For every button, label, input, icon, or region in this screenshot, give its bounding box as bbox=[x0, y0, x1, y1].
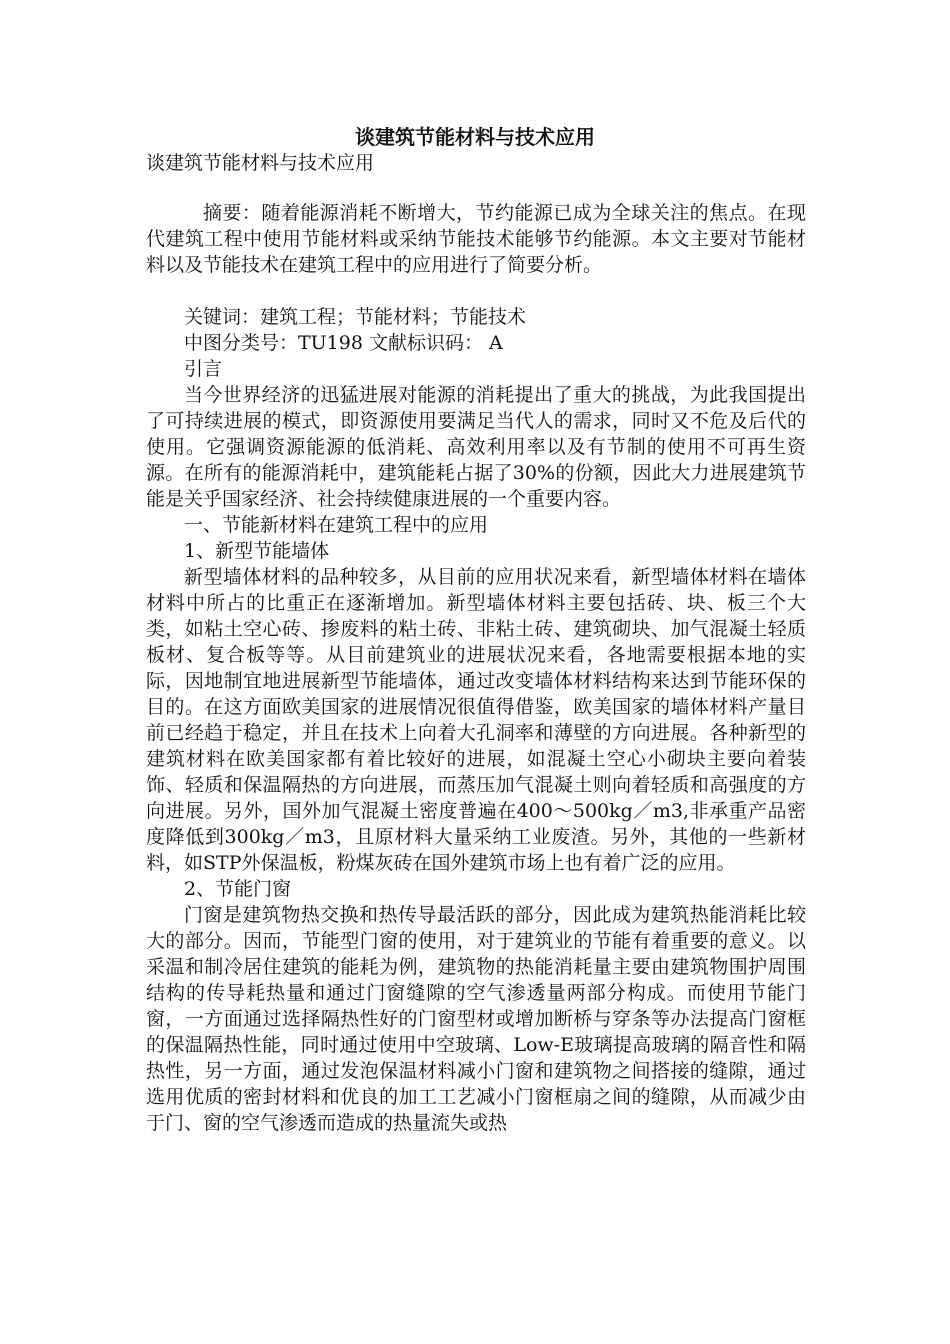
document-title: 谈建筑节能材料与技术应用 bbox=[355, 125, 595, 149]
document-body bbox=[146, 200, 806, 1136]
subsection-heading-walls: 1、新型节能墙体 bbox=[184, 540, 330, 562]
walls-paragraph: 新型墙体材料的品种较多，从目前的应用状况来看，新型墙体材料在墙体材料中所占的比重正在逐渐增加。新型墙体材料主要包括砖、块、板三个大类，如粘土空心砖、掺废料的粘土砖、非粘土砖、建筑砌块、加气混凝土轻质板材、复合板等等。从目前建筑业的进展状况来看，各地需要根据本地的实际，因地制宜地进展新型节能墙体，通过改变墙体材料结构来达到节能环保的目的。在这方面欧美国家的进展情况很值得借鉴，欧美国家的墙体材料产量目前已经趋于稳定，并且在技术上向着大孔洞率和薄壁的方向进展。各种新型的建筑材料在欧美国家都有着比较好的进展，如混凝土空心小砌块主要向着装饰、轻质和保温隔热的方向进展，而蒸压加气混凝土则向着轻质和高强度的方向进展。另外，国外加气混凝土密度普遍在400～500kg／m3,非承重产品密度降低到300kg／m3，且原材料大量采纳工业废渣。另外，其他的一些新材料，如STP外保温板，粉煤灰砖在国外建筑市场上也有着广泛的应用。 bbox=[146, 566, 806, 874]
blank-line bbox=[146, 278, 806, 304]
intro-heading: 引言 bbox=[184, 358, 223, 380]
section-heading-new-materials: 一、节能新材料在建筑工程中的应用 bbox=[184, 514, 489, 536]
intro-paragraph: 当今世界经济的迅猛进展对能源的消耗提出了重大的挑战，为此我国提出了可持续进展的模式，即资源使用要满足当代人的需求，同时又不危及后代的使用。它强调资源能源的低消耗、高效利用率以及有节制的使用不可再生资源。在所有的能源消耗中，建筑能耗占据了30%的份额，因此大力进展建筑节能是关乎国家经济、社会持续健康进展的一个重要内容。 bbox=[146, 384, 806, 510]
subsection-heading-windows: 2、节能门窗 bbox=[184, 878, 292, 900]
windows-paragraph: 门窗是建筑物热交换和热传导最活跃的部分，因此成为建筑热能消耗比较大的部分。因而，节能型门窗的使用，对于建筑业的节能有着重要的意义。以采温和制冷居住建筑的能耗为例，建筑物的热能消耗量主要由建筑物围护周围结构的传导耗热量和通过门窗缝隙的空气渗透量两部分构成。而使用节能门窗，一方面通过选择隔热性好的门窗型材或增加断桥与穿条等办法提高门窗框的保温隔热性能，同时通过使用中空玻璃、Low-E玻璃提高玻璃的隔音性和隔热性，另一方面，通过发泡保温材料减小门窗和建筑物之间搭接的缝隙，通过选用优质的密封材料和优良的加工工艺减小门窗框扇之间的缝隙，从而减少由于门、窗的空气渗透而造成的热量流失或热 bbox=[146, 904, 806, 1134]
document-subtitle: 谈建筑节能材料与技术应用 bbox=[146, 152, 375, 174]
classification-line: 中图分类号：TU198 文献标识码： A bbox=[184, 332, 503, 354]
abstract-paragraph: 摘要：随着能源消耗不断增大，节约能源已成为全球关注的焦点。在现代建筑工程中使用节能材料或采纳节能技术能够节约能源。本文主要对节能材料以及节能技术在建筑工程中的应用进行了简要分析。 bbox=[146, 202, 806, 276]
keywords-line: 关键词：建筑工程；节能材料；节能技术 bbox=[184, 306, 527, 328]
